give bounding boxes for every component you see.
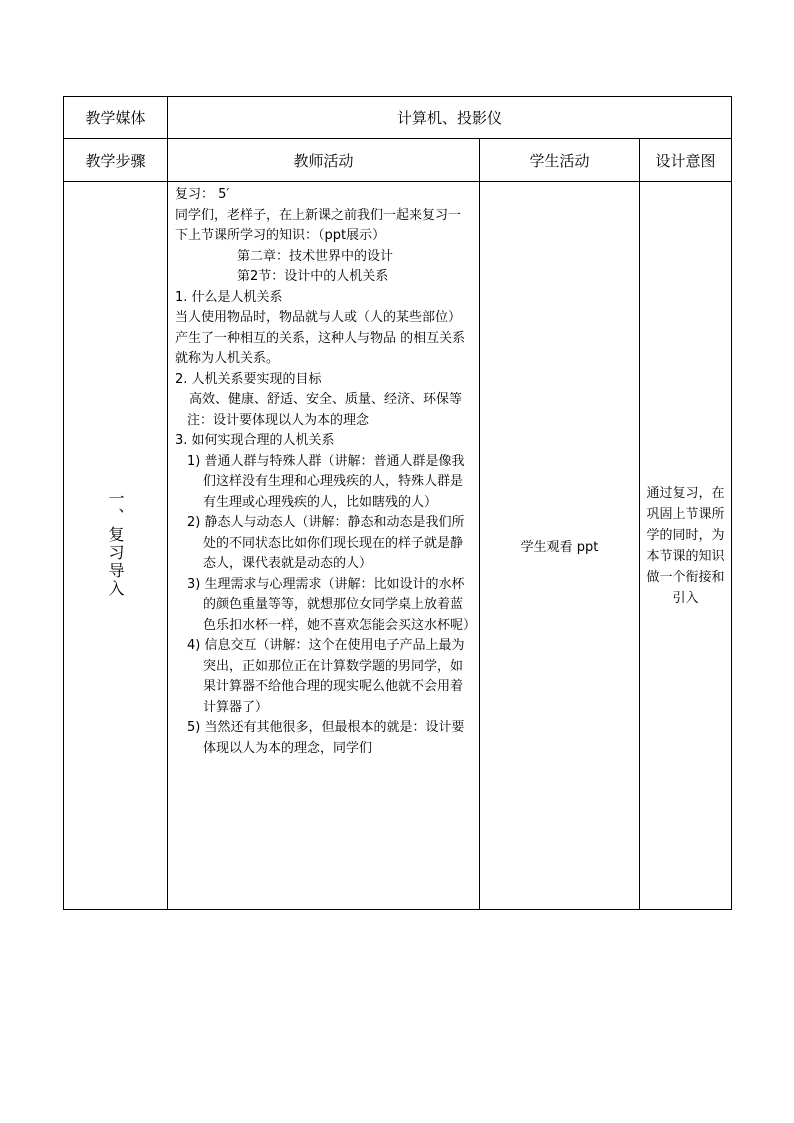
review-row <box>64 182 732 910</box>
intro-text: 同学们，老样子，在上新课之前我们一起来复习一下上节课所学习的知识：（ppt展示） <box>175 207 462 243</box>
design-intent: 通过复习，在巩固上节课所学的同时，为本节课的知识做一个衔接和引入 <box>646 485 725 606</box>
student-header: 学生活动 <box>480 139 640 182</box>
list-item: 4) 信息交互（讲解：这个在使用电子产品上最为突出，正如那位正在计算数学题的男同学，如果计算器不给他合理的现实呢么他就不会用着计算器了） <box>187 638 465 715</box>
list-item: 3) 生理需求与心理需求（讲解：比如设计的水杯的颜色重量等等，就想那位女同学桌上放着蓝色乐扣水杯一样，她不喜欢怎能会买这水杯呢） <box>187 576 477 633</box>
q2-title: 2. 人机关系要实现的目标 <box>175 371 322 387</box>
teacher-activity-cell <box>168 182 480 910</box>
list-item: 2) 静态人与动态人（讲解：静态和动态是我们所处的不同状态比如你们现长现在的样子就是静态人，课代表就是动态的人） <box>187 515 465 571</box>
q2-note: 注：设计要体现以人为本的理念 <box>187 412 370 428</box>
media-label: 教学媒体 <box>64 97 168 139</box>
q2-goals: 高效、健康、舒适、安全、质量、经济、环保等 <box>189 392 463 407</box>
section-title: 第2节：设计中的人机关系 <box>237 269 389 284</box>
step-cell <box>64 182 168 910</box>
chapter-title: 第二章：技术世界中的设计 <box>237 248 394 264</box>
list-item: 1) 普通人群与特殊人群（讲解：普通人群是像我们这样没有生理和心理残疾的人，特殊人群是有生理或心理残疾的人，比如瞎残的人） <box>187 453 465 510</box>
header-row <box>64 139 732 182</box>
student-activity: 学生观看 ppt <box>520 540 599 555</box>
media-value: 计算机、投影仪 <box>168 97 732 139</box>
list-item: 5) 当然还有其他很多，但最根本的就是：设计要体现以人为本的理念，同学们 <box>187 720 465 756</box>
teacher-header: 教师活动 <box>168 139 480 182</box>
q1-title: 1. 什么是人机关系 <box>175 289 283 305</box>
review-time: 复习： 5′ <box>175 187 230 202</box>
q3-title: 3. 如何实现合理的人机关系 <box>175 433 335 448</box>
media-row <box>64 97 732 139</box>
step-label: 一、复习导入 <box>106 489 125 598</box>
steps-header: 教学步骤 <box>64 139 168 182</box>
student-activity-cell <box>480 182 640 910</box>
intent-header: 设计意图 <box>640 139 732 182</box>
q1-body: 当人使用物品时，物品就与人或（人的某些部位）产生了一种相互的关系，这种人与物品 的相互关系就称为人机关系。 <box>175 310 466 366</box>
lesson-plan-table <box>63 96 732 910</box>
design-intent-cell <box>640 182 732 910</box>
